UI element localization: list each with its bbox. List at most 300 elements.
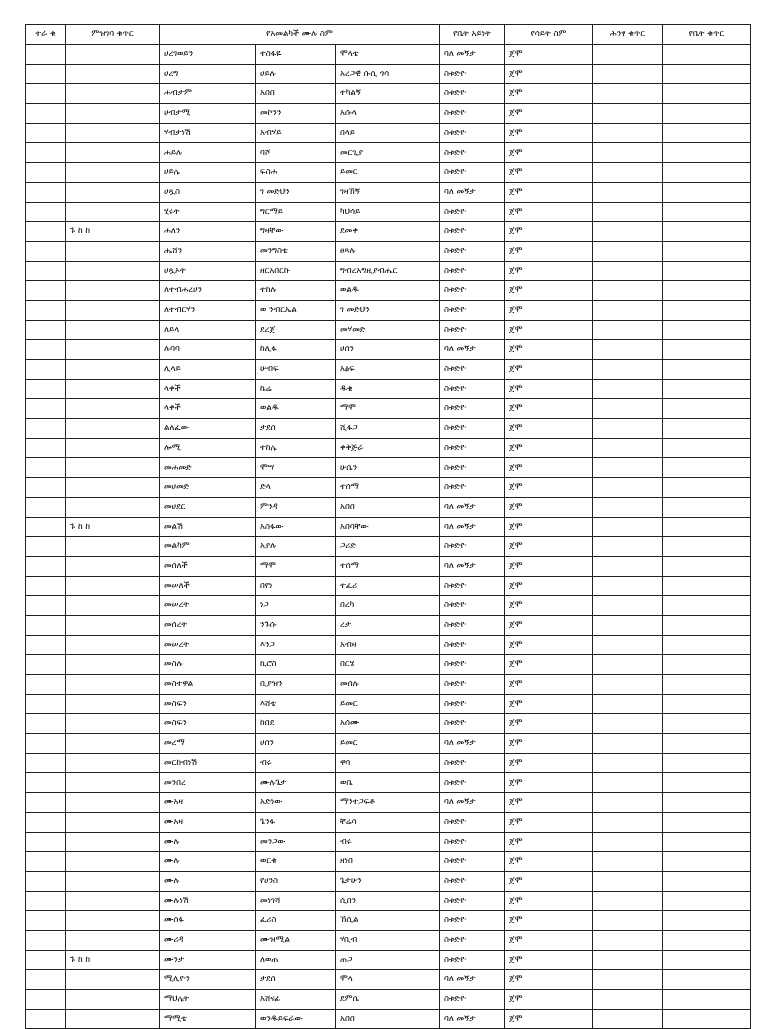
house-number-cell (663, 438, 751, 458)
reg-number-cell (66, 812, 160, 832)
table-row (26, 458, 751, 478)
house-type-cell: ስቱድዮ (440, 143, 505, 163)
block-number-cell (593, 891, 663, 911)
grandfather-name-cell: ወቤ (336, 773, 440, 793)
table-row (26, 694, 751, 714)
site-name-cell: ጀሞ (505, 458, 593, 478)
site-name-cell: ጀሞ (505, 675, 593, 695)
reg-number-cell (66, 615, 160, 635)
site-name-cell: ጀሞ (505, 596, 593, 616)
father-name-cell: የሀንስ (256, 871, 336, 891)
house-type-cell: ባለ መኝታ (440, 556, 505, 576)
block-number-cell (593, 517, 663, 537)
father-name-cell: መንጋው (256, 832, 336, 852)
table-row (26, 340, 751, 360)
table-row (26, 930, 751, 950)
house-type-cell: ስቱድዮ (440, 261, 505, 281)
seq-cell (26, 64, 66, 84)
site-name-cell: ጀሞ (505, 714, 593, 734)
block-number-cell (593, 163, 663, 183)
house-number-cell (663, 222, 751, 242)
seq-cell (26, 123, 66, 143)
house-number-cell (663, 852, 751, 872)
first-name-cell: ሀረገወይን (160, 45, 256, 65)
first-name-cell: መስሉ (160, 655, 256, 675)
block-number-cell (593, 458, 663, 478)
first-name-cell: ሙንታ (160, 950, 256, 970)
reg-number-cell (66, 340, 160, 360)
block-number-cell (593, 182, 663, 202)
house-number-cell (663, 320, 751, 340)
father-name-cell: ሙሉጌታ (256, 773, 336, 793)
reg-number-cell (66, 360, 160, 380)
first-name-cell: መርከብነሽ (160, 753, 256, 773)
father-name-cell: ምንዳ (256, 497, 336, 517)
header-block: ሕንፃ ቁጥር (593, 25, 663, 45)
father-name-cell: ከበደ (256, 714, 336, 734)
reg-number-cell (66, 281, 160, 301)
table-row (26, 753, 751, 773)
father-name-cell: ሀሰን (256, 734, 336, 754)
seq-cell (26, 714, 66, 734)
seq-cell (26, 281, 66, 301)
table-row (26, 241, 751, 261)
table-row (26, 123, 751, 143)
table-row (26, 438, 751, 458)
seq-cell (26, 734, 66, 754)
reg-number-cell (66, 399, 160, 419)
site-name-cell: ጀሞ (505, 773, 593, 793)
table-row (26, 852, 751, 872)
first-name-cell: መሀደር (160, 497, 256, 517)
first-name-cell: ሐለን (160, 222, 256, 242)
father-name-cell: ዘርአበርኩ (256, 261, 336, 281)
father-name-cell: መንግስቴ (256, 241, 336, 261)
house-type-cell: ስቱድዮ (440, 419, 505, 439)
table-row (26, 517, 751, 537)
site-name-cell: ጀሞ (505, 576, 593, 596)
block-number-cell (593, 537, 663, 557)
house-number-cell (663, 911, 751, 931)
seq-cell (26, 458, 66, 478)
house-number-cell (663, 773, 751, 793)
site-name-cell: ጀሞ (505, 340, 593, 360)
house-number-cell (663, 143, 751, 163)
block-number-cell (593, 615, 663, 635)
seq-cell (26, 970, 66, 990)
first-name-cell: ሙሉ (160, 871, 256, 891)
block-number-cell (593, 123, 663, 143)
reg-number-cell (66, 793, 160, 813)
table-row (26, 537, 751, 557)
house-type-cell: ስቱድዮ (440, 64, 505, 84)
seq-cell (26, 84, 66, 104)
seq-cell (26, 163, 66, 183)
house-number-cell (663, 340, 751, 360)
grandfather-name-cell: ሲበን (336, 891, 440, 911)
father-name-cell: ሞሣ (256, 458, 336, 478)
seq-cell (26, 104, 66, 124)
house-number-cell (663, 478, 751, 498)
first-name-cell: መሠለች (160, 576, 256, 596)
first-name-cell: መሐመድ (160, 458, 256, 478)
block-number-cell (593, 852, 663, 872)
reg-number-cell (66, 911, 160, 931)
table-row (26, 734, 751, 754)
site-name-cell: ጀሞ (505, 182, 593, 202)
seq-cell (26, 222, 66, 242)
first-name-cell: ሙአዛ (160, 793, 256, 813)
father-name-cell: ገ መድህን (256, 182, 336, 202)
reg-number-cell (66, 261, 160, 281)
first-name-cell: መሠረት (160, 635, 256, 655)
table-row (26, 222, 751, 242)
header-reg: ምዝገባ ቁጥር (66, 25, 160, 45)
house-number-cell (663, 675, 751, 695)
house-type-cell: ባለ መኝታ (440, 497, 505, 517)
block-number-cell (593, 478, 663, 498)
table-row (26, 635, 751, 655)
house-type-cell: ስቱድዮ (440, 241, 505, 261)
house-number-cell (663, 104, 751, 124)
table-row (26, 281, 751, 301)
table-row (26, 832, 751, 852)
table-row (26, 1009, 751, 1029)
block-number-cell (593, 930, 663, 950)
block-number-cell (593, 773, 663, 793)
first-name-cell: መሰለች (160, 556, 256, 576)
block-number-cell (593, 320, 663, 340)
father-name-cell: ደረጀ (256, 320, 336, 340)
table-row (26, 163, 751, 183)
house-number-cell (663, 615, 751, 635)
grandfather-name-cell: አፅፍ (336, 360, 440, 380)
house-type-cell: ስቱድዮ (440, 438, 505, 458)
reg-number-cell (66, 596, 160, 616)
block-number-cell (593, 694, 663, 714)
site-name-cell: ጀሞ (505, 793, 593, 813)
father-name-cell: አድነው (256, 793, 336, 813)
site-name-cell: ጀሞ (505, 556, 593, 576)
father-name-cell: ከሊፋ (256, 340, 336, 360)
house-type-cell: ባለ መኝታ (440, 970, 505, 990)
table-row (26, 360, 751, 380)
grandfather-name-cell: ገ መድህን (336, 300, 440, 320)
reg-number-cell (66, 104, 160, 124)
grandfather-name-cell: አረጋዊ ሱሲ ጎሳ (336, 64, 440, 84)
reg-number-cell (66, 202, 160, 222)
site-name-cell: ጀሞ (505, 222, 593, 242)
first-name-cell: ሀብታሚ (160, 104, 256, 124)
first-name-cell: ሙሉ (160, 852, 256, 872)
seq-cell (26, 340, 66, 360)
house-type-cell: ስቱድዮ (440, 852, 505, 872)
father-name-cell: ሙዝሚል (256, 930, 336, 950)
first-name-cell: ልለፈው (160, 419, 256, 439)
table-row (26, 615, 751, 635)
house-number-cell (663, 812, 751, 832)
site-name-cell: ጀሞ (505, 852, 593, 872)
first-name-cell: ሉባባ (160, 340, 256, 360)
seq-cell (26, 990, 66, 1010)
house-type-cell: ስቱድዮ (440, 281, 505, 301)
site-name-cell: ጀሞ (505, 990, 593, 1010)
seq-cell (26, 556, 66, 576)
seq-cell (26, 143, 66, 163)
table-row (26, 104, 751, 124)
grandfather-name-cell: ግብረአግዚያብሔር (336, 261, 440, 281)
site-name-cell: ጀሞ (505, 537, 593, 557)
table-row (26, 320, 751, 340)
father-name-cell: ወንዱይፍራው (256, 1009, 336, 1029)
seq-cell (26, 812, 66, 832)
father-name-cell: ፍስሐ (256, 163, 336, 183)
grandfather-name-cell: ረታ (336, 615, 440, 635)
reg-number-cell (66, 438, 160, 458)
house-type-cell: ስቱድዮ (440, 458, 505, 478)
site-name-cell: ጀሞ (505, 64, 593, 84)
block-number-cell (593, 556, 663, 576)
grandfather-name-cell: ቸሬሳ (336, 812, 440, 832)
father-name-cell: ወርቁ (256, 852, 336, 872)
site-name-cell: ጀሞ (505, 143, 593, 163)
first-name-cell: ለይላ (160, 320, 256, 340)
grandfather-name-cell: ይመር (336, 694, 440, 714)
father-name-cell: ማሞ (256, 556, 336, 576)
first-name-cell: ሀይሌ (160, 163, 256, 183)
table-row (26, 812, 751, 832)
grandfather-name-cell: አብዛ (336, 635, 440, 655)
father-name-cell: ንጉሱ (256, 615, 336, 635)
house-type-cell: ስቱድዮ (440, 635, 505, 655)
reg-number-cell (66, 320, 160, 340)
grandfather-name-cell: ተፈሪ (336, 576, 440, 596)
block-number-cell (593, 970, 663, 990)
site-name-cell: ጀሞ (505, 615, 593, 635)
site-name-cell: ጀሞ (505, 891, 593, 911)
seq-cell (26, 694, 66, 714)
grandfather-name-cell: ተካልኝ (336, 84, 440, 104)
house-number-cell (663, 360, 751, 380)
grandfather-name-cell: ማንተጋፍቶ (336, 793, 440, 813)
house-number-cell (663, 64, 751, 84)
header-name: የአመልካች ሙሉ ስም (160, 25, 440, 45)
house-type-cell: ስቱድዮ (440, 300, 505, 320)
grandfather-name-cell: ሞላ (336, 970, 440, 990)
block-number-cell (593, 635, 663, 655)
table-row (26, 891, 751, 911)
house-number-cell (663, 990, 751, 1010)
seq-cell (26, 399, 66, 419)
first-name-cell: ሀረግ (160, 64, 256, 84)
site-name-cell: ጀሞ (505, 300, 593, 320)
grandfather-name-cell: ዱቄ (336, 379, 440, 399)
table-row (26, 84, 751, 104)
house-type-cell: ስቱድዮ (440, 379, 505, 399)
father-name-cell: ኬሬ (256, 379, 336, 399)
reg-number-cell (66, 734, 160, 754)
house-type-cell: ስቱድዮ (440, 773, 505, 793)
site-name-cell: ጀሞ (505, 320, 593, 340)
block-number-cell (593, 281, 663, 301)
seq-cell (26, 419, 66, 439)
house-number-cell (663, 832, 751, 852)
first-name-cell: መስፍን (160, 694, 256, 714)
site-name-cell: ጀሞ (505, 812, 593, 832)
header-site: የሳይት ስም (505, 25, 593, 45)
seq-cell (26, 300, 66, 320)
reg-number-cell (66, 655, 160, 675)
seq-cell (26, 911, 66, 931)
seq-cell (26, 1009, 66, 1029)
house-number-cell (663, 635, 751, 655)
site-name-cell: ጀሞ (505, 655, 593, 675)
seq-cell (26, 635, 66, 655)
site-name-cell: ጀሞ (505, 281, 593, 301)
house-number-cell (663, 261, 751, 281)
table-row (26, 202, 751, 222)
house-number-cell (663, 655, 751, 675)
seq-cell (26, 655, 66, 675)
allocation-sheet (25, 24, 750, 1029)
grandfather-name-cell: ይመር (336, 163, 440, 183)
header-seq: ተራ ቁ (26, 25, 66, 45)
block-number-cell (593, 497, 663, 517)
site-name-cell: ጀሞ (505, 84, 593, 104)
table-row (26, 478, 751, 498)
table-row (26, 793, 751, 813)
reg-number-cell (66, 852, 160, 872)
first-name-cell: ሐይሉ (160, 143, 256, 163)
house-number-cell (663, 537, 751, 557)
grandfather-name-cell: ተሰማ (336, 478, 440, 498)
block-number-cell (593, 911, 663, 931)
father-name-cell: ግዛቸው (256, 222, 336, 242)
table-row (26, 497, 751, 517)
seq-cell (26, 261, 66, 281)
table-row (26, 655, 751, 675)
house-number-cell (663, 596, 751, 616)
grandfather-name-cell: ጋሪድ (336, 537, 440, 557)
first-name-cell: መሰረት (160, 615, 256, 635)
grandfather-name-cell: መርጊያ (336, 143, 440, 163)
reg-number-cell (66, 300, 160, 320)
house-type-cell: ስቱድዮ (440, 104, 505, 124)
first-name-cell: ሙአዛ (160, 812, 256, 832)
table-row (26, 596, 751, 616)
seq-cell (26, 675, 66, 695)
block-number-cell (593, 714, 663, 734)
seq-cell (26, 576, 66, 596)
house-number-cell (663, 84, 751, 104)
house-type-cell: ስቱድዮ (440, 812, 505, 832)
reg-number-cell (66, 556, 160, 576)
father-name-cell: ታደሰ (256, 419, 336, 439)
seq-cell (26, 320, 66, 340)
table-row (26, 261, 751, 281)
house-type-cell: ባለ መኝታ (440, 340, 505, 360)
block-number-cell (593, 438, 663, 458)
site-name-cell: ጀሞ (505, 241, 593, 261)
reg-number-cell (66, 970, 160, 990)
grandfather-name-cell: ፀጻሉ (336, 241, 440, 261)
house-number-cell (663, 930, 751, 950)
site-name-cell: ጀሞ (505, 438, 593, 458)
father-name-cell: አያሉ (256, 537, 336, 557)
seq-cell (26, 832, 66, 852)
block-number-cell (593, 734, 663, 754)
reg-number-cell (66, 694, 160, 714)
site-name-cell: ጀሞ (505, 123, 593, 143)
house-number-cell (663, 793, 751, 813)
site-name-cell: ጀሞ (505, 202, 593, 222)
house-type-cell: ስቱድዮ (440, 753, 505, 773)
father-name-cell: አበበ (256, 84, 336, 104)
father-name-cell: ጌንፋ (256, 812, 336, 832)
father-name-cell: ተከሉ (256, 281, 336, 301)
site-name-cell: ጀሞ (505, 832, 593, 852)
first-name-cell: ሃብታነሽ (160, 123, 256, 143)
seq-cell (26, 871, 66, 891)
house-number-cell (663, 281, 751, 301)
father-name-cell: ቢያዝን (256, 675, 336, 695)
grandfather-name-cell: በርሄ (336, 655, 440, 675)
seq-cell (26, 596, 66, 616)
house-type-cell: ስቱድዮ (440, 163, 505, 183)
house-type-cell: ስቱድዮ (440, 832, 505, 852)
header-row (26, 25, 751, 45)
grandfather-name-cell: ሁሴን (336, 458, 440, 478)
house-type-cell: ስቱድዮ (440, 675, 505, 695)
table-row (26, 556, 751, 576)
house-type-cell: ስቱድዮ (440, 990, 505, 1010)
seq-cell (26, 438, 66, 458)
reg-number-cell (66, 497, 160, 517)
site-name-cell: ጀሞ (505, 497, 593, 517)
first-name-cell: ሔሸን (160, 241, 256, 261)
block-number-cell (593, 990, 663, 1010)
grandfather-name-cell: ሺፋጋ (336, 419, 440, 439)
site-name-cell: ጀሞ (505, 635, 593, 655)
table-row (26, 45, 751, 65)
reg-number-cell (66, 537, 160, 557)
house-type-cell: ባለ መኝታ (440, 793, 505, 813)
site-name-cell: ጀሞ (505, 45, 593, 65)
house-number-cell (663, 734, 751, 754)
reg-number-cell (66, 990, 160, 1010)
site-name-cell: ጀሞ (505, 379, 593, 399)
house-type-cell: ባለ መኝታ (440, 517, 505, 537)
block-number-cell (593, 812, 663, 832)
first-name-cell: መሠረት (160, 596, 256, 616)
reg-number-cell (66, 1009, 160, 1029)
grandfather-name-cell: ሀሰን (336, 340, 440, 360)
house-number-cell (663, 970, 751, 990)
first-name-cell: መስተዋል (160, 675, 256, 695)
block-number-cell (593, 202, 663, 222)
reg-number-cell (66, 930, 160, 950)
site-name-cell: ጀሞ (505, 517, 593, 537)
seq-cell (26, 773, 66, 793)
block-number-cell (593, 241, 663, 261)
site-name-cell: ጀሞ (505, 694, 593, 714)
reg-number-cell (66, 123, 160, 143)
house-number-cell (663, 399, 751, 419)
block-number-cell (593, 399, 663, 419)
house-type-cell: ስቱድዮ (440, 222, 505, 242)
first-name-cell: መልሽ (160, 517, 256, 537)
house-type-cell: ስቱድዮ (440, 891, 505, 911)
